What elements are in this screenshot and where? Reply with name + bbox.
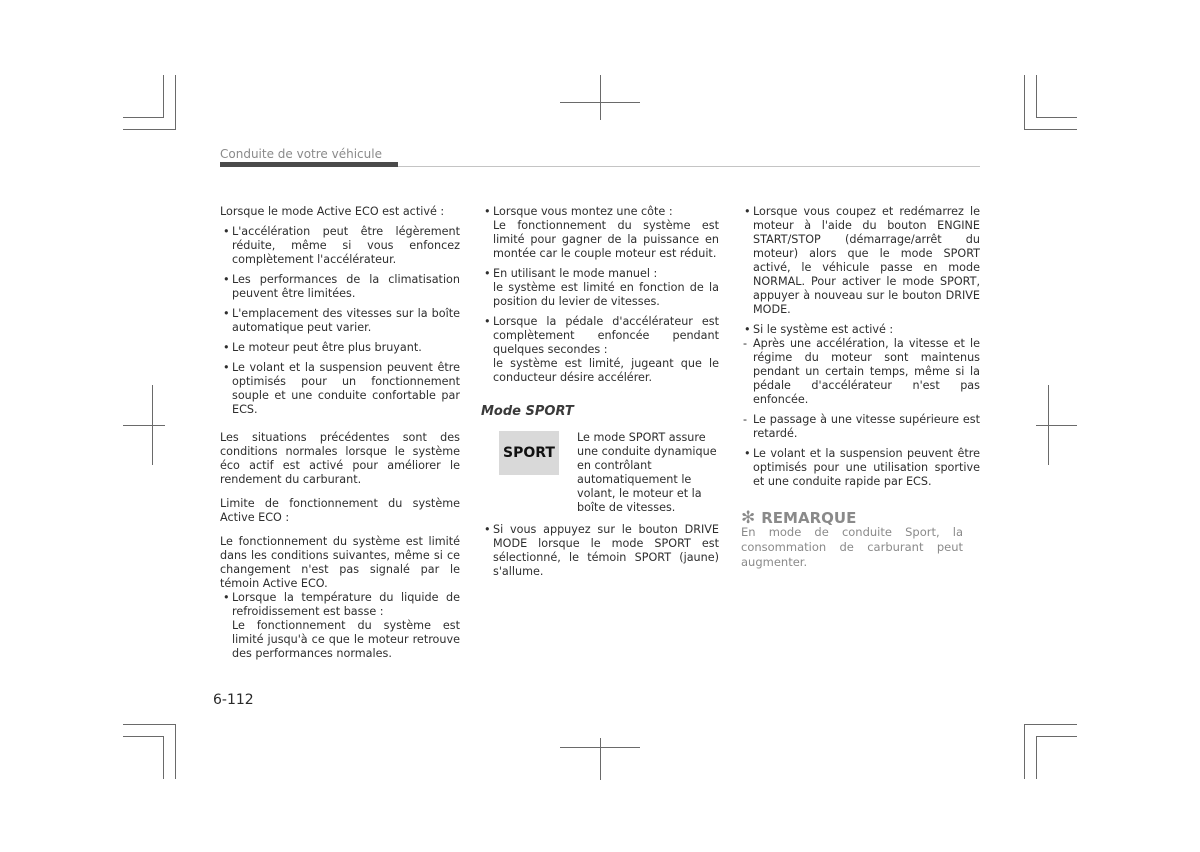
text-column-1 bbox=[220, 205, 460, 661]
list-item-body: le système est limité en fonction de la position du levier de vitesses. bbox=[493, 281, 719, 308]
list-item bbox=[481, 267, 719, 309]
active-eco-effects-list bbox=[220, 225, 460, 417]
list-item-body: Le fonctionnement du système est limité pour gagner de la puissance en montée car le couple moteur est réduit. bbox=[493, 219, 719, 260]
limits-heading: Limite de fonctionnement du système Active ECO : bbox=[220, 497, 460, 524]
remark-title: REMARQUE bbox=[761, 509, 857, 527]
sport-mode-title: Mode SPORT bbox=[481, 404, 574, 419]
active-eco-heading: Lorsque le mode Active ECO est activé : bbox=[220, 205, 445, 218]
list-item-lead: • Lorsque la pédale d'accélérateur est complètement enfoncée pendant quelques secondes : bbox=[493, 315, 719, 356]
asterisk-icon: ✻ bbox=[741, 508, 756, 528]
list-item-body: Le fonctionnement du système est limité jusqu'à ce que le moteur retrouve des performances normales. bbox=[232, 619, 460, 660]
text-column-3 bbox=[741, 205, 980, 570]
list-item: • Le volant et la suspension peuvent être optimisés pour une utilisation sportive et une conduite rapide par ECS. bbox=[741, 447, 980, 489]
list-item bbox=[741, 323, 980, 441]
list-item: • Le moteur peut être plus bruyant. bbox=[220, 341, 460, 355]
list-item-lead: • Lorsque vous montez une côte : bbox=[493, 205, 673, 218]
list-item: • Les performances de la climatisation peuvent être limitées. bbox=[220, 273, 460, 301]
list-item-lead: • En utilisant le mode manuel : bbox=[493, 267, 658, 280]
sport-button-illustration: SPORT bbox=[499, 431, 559, 475]
limits-list bbox=[220, 591, 460, 661]
header-accent-bar bbox=[220, 162, 398, 167]
section-header-title: Conduite de votre véhicule bbox=[220, 147, 382, 161]
list-item-lead: • Lorsque la température du liquide de refroidissement est basse : bbox=[232, 591, 460, 618]
limits-list-continued bbox=[481, 205, 719, 385]
sport-mode-text: Le mode SPORT assure une conduite dynamique en contrôlant automatiquement le volant, le moteur et la boîte de vitesses. bbox=[577, 431, 717, 514]
header-rule bbox=[398, 166, 980, 167]
body-paragraph: Le fonctionnement du système est limité dans les conditions suivantes, même si ce changement n'est pas signalé par le témoin Active ECO. bbox=[220, 535, 460, 590]
list-item bbox=[481, 315, 719, 385]
text-column-2 bbox=[481, 205, 719, 579]
list-item-lead: • Si le système est activé : bbox=[753, 323, 894, 336]
list-item: • L'emplacement des vitesses sur la boîte automatique peut varier. bbox=[220, 307, 460, 335]
sport-mode-description bbox=[481, 431, 719, 515]
list-item bbox=[481, 205, 719, 261]
list-item: • Le volant et la suspension peuvent être optimisés pour un fonctionnement souple et une conduite confortable par ECS. bbox=[220, 361, 460, 417]
list-item bbox=[220, 591, 460, 661]
remark-text: En mode de conduite Sport, la consommation de carburant peut augmenter. bbox=[741, 525, 963, 569]
sub-list bbox=[741, 337, 980, 441]
body-paragraph: Les situations précédentes sont des conditions normales lorsque le système éco actif est activé pour améliorer le rendement du carburant. bbox=[220, 431, 460, 486]
sub-list-item: - Après une accélération, la vitesse et le régime du moteur sont maintenus pendant un certain temps, même si la pédale d'accélérateur n'est pas enfoncée. bbox=[741, 337, 980, 407]
list-item: • Lorsque vous coupez et redémarrez le moteur à l'aide du bouton ENGINE START/STOP (démarrage/arrêt du moteur) alors que le mode SPORT activé, le véhicule passe en mode NORMAL. Pour activer le mode SPORT, appuyer à nouveau sur le bouton DRIVE MODE. bbox=[741, 205, 980, 317]
page-number: 6-112 bbox=[213, 692, 254, 708]
list-item: • Si vous appuyez sur le bouton DRIVE MODE lorsque le mode SPORT est sélectionné, le témoin SPORT (jaune) s'allume. bbox=[481, 523, 719, 579]
list-item: • L'accélération peut être légèrement réduite, même si vous enfoncez complètement l'accélérateur. bbox=[220, 225, 460, 267]
remark-heading bbox=[741, 508, 980, 528]
sub-list-item: - Le passage à une vitesse supérieure est retardé. bbox=[741, 413, 980, 441]
list-item-body: le système est limité, jugeant que le conducteur désire accélérer. bbox=[493, 357, 719, 384]
sport-mode-list-continued bbox=[741, 205, 980, 489]
sport-mode-list bbox=[481, 523, 719, 579]
